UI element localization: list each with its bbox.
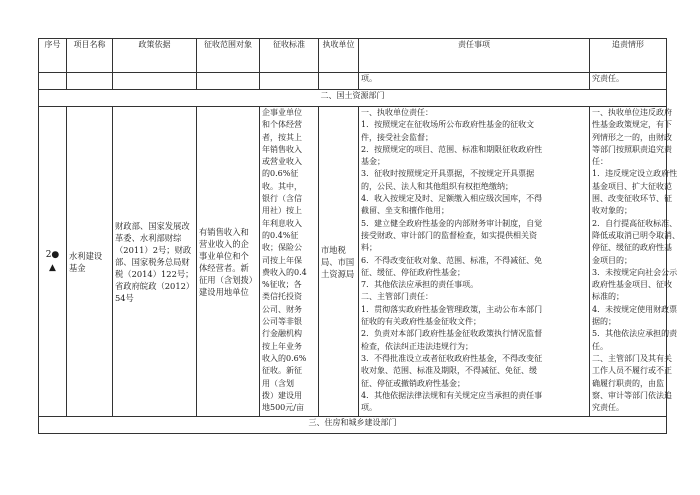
standard-line: 年销售收入 xyxy=(262,144,302,154)
standard-line: 地500元/亩 xyxy=(262,403,304,413)
accountability-lines xyxy=(592,107,680,414)
duty-line: 截留、坐支和擅作他用； xyxy=(361,206,449,216)
accountability-line: 围、改变征收环节、征 xyxy=(592,194,672,204)
standard-line: 公司、财务 xyxy=(262,304,302,314)
standard-line: 拨）建设用 xyxy=(262,390,302,400)
standard-line: %征收；各 xyxy=(262,280,302,290)
standard-line: 收。其中， xyxy=(262,181,302,191)
row2-policy: 财政部、国家发展改革委、水利部财综（2011）2号；财政部、国家税务总局财税（2014）122号；省政府皖政（2012）54号 xyxy=(113,107,197,417)
standard-line: 和个体经营 xyxy=(262,120,302,130)
header-duty: 责任事项 xyxy=(359,39,590,73)
accountability-line: 究责任。 xyxy=(592,403,624,413)
accountability-line: 降低或取消已明令取消、 xyxy=(592,230,680,240)
accountability-line: 标准的； xyxy=(592,292,624,302)
duty-line: 3．征收时按照规定开具票据，不按规定开具票据 xyxy=(361,169,535,179)
duty-line: 4．收入按规定及时、足额缴入相应级次国库，不得 xyxy=(361,194,543,204)
duty-line: 基金； xyxy=(361,157,385,167)
header-scope: 征收范围对象 xyxy=(197,39,260,73)
cont-duty: 项。 xyxy=(359,73,590,90)
standard-line: 年利息收入 xyxy=(262,218,302,228)
duty-line: 4．其他依据法律法规和有关规定应当承担的责任事 xyxy=(361,390,543,400)
header-row xyxy=(39,39,667,73)
standard-line: 征收。新征 xyxy=(262,366,302,376)
duty-line: 1．按照规定在征收场所公布政府性基金的征收文 xyxy=(361,120,535,130)
accountability-line: 工作人员不履行或不正 xyxy=(592,366,672,376)
row2-seq: 2● ▲ xyxy=(39,107,67,417)
header-seq: 序号 xyxy=(39,39,67,73)
section-title-land: 二、国土资源部门 xyxy=(39,90,667,107)
cont-policy xyxy=(113,73,197,90)
cont-accountability: 究责任。 xyxy=(590,73,667,90)
fee-responsibility-table xyxy=(38,38,680,434)
duty-line: 接受财政、审计部门的监督检查，如实提供相关资 xyxy=(361,230,537,240)
duty-line: 的，公民、法人和其他组织有权拒绝缴纳； xyxy=(361,181,513,191)
section-title-housing: 三、住房和城乡建设部门 xyxy=(39,417,667,434)
row2-unit: 市地税局、市国土资源局 xyxy=(319,107,359,417)
accountability-line: 等部门按照职责追究责 xyxy=(592,144,672,154)
duty-line: 7．其他依法应承担的责任事项。 xyxy=(361,280,479,290)
standard-line: 公司等非银 xyxy=(262,317,302,327)
accountability-line: 1．违反规定设立政府性 xyxy=(592,169,678,179)
cont-standard xyxy=(260,73,319,90)
duty-lines xyxy=(361,107,587,414)
header-policy: 政策依据 xyxy=(113,39,197,73)
standard-line: 按上年业务 xyxy=(262,341,302,351)
accountability-line: 列情形之一的，由财政 xyxy=(592,132,672,142)
duty-line: 2．负责对本部门政府性基金征收政策执行情况监督 xyxy=(361,329,543,339)
duty-line: 件，接受社会监督； xyxy=(361,132,433,142)
header-accountability: 追责情形 xyxy=(590,39,667,73)
row2-scope: 有销售收入和营业收入的企事业单位和个体经营者。新征用（含划拨）建设用地单位 xyxy=(197,107,260,417)
duty-line: 二、主管部门责任： xyxy=(361,292,433,302)
row2-standard xyxy=(260,107,319,417)
header-standard: 征收标准 xyxy=(260,39,319,73)
duty-line: 一、执收单位责任： xyxy=(361,108,433,117)
duty-line: 1．贯彻落实政府性基金管理政策，主动公布本部门 xyxy=(361,304,543,314)
accountability-line: 政府性基金项目、征收 xyxy=(592,280,672,290)
duty-line: 检查，依法纠正违法违规行为； xyxy=(361,341,473,351)
table-row xyxy=(39,107,667,417)
duty-line: 6．不得改变征收对象、范围、标准，不得减征、免 xyxy=(361,255,543,265)
accountability-line: 察、审计等部门依法追 xyxy=(592,390,672,400)
continued-row xyxy=(39,73,667,90)
accountability-line: 收对象的； xyxy=(592,206,632,216)
row2-duty xyxy=(359,107,590,417)
standard-line: 类信托投资 xyxy=(262,292,302,302)
standard-line: 或营业收入 xyxy=(262,157,302,167)
standard-line: 收；保险公 xyxy=(262,243,302,253)
cont-unit xyxy=(319,73,359,90)
accountability-line: 任： xyxy=(592,157,608,167)
accountability-line: 性基金政策规定，有下 xyxy=(592,120,672,130)
duty-line: 料； xyxy=(361,243,377,253)
header-project: 项目名称 xyxy=(67,39,113,73)
row2-project: 水利建设基金 xyxy=(67,107,113,417)
duty-line: 征、停征或撤销政府性基金； xyxy=(361,378,465,388)
cont-scope xyxy=(197,73,260,90)
standard-line: 用（含划 xyxy=(262,378,294,388)
accountability-line: 停征、缓征的政府性基 xyxy=(592,243,672,253)
standard-line: 收入的0.6% xyxy=(262,353,307,363)
standard-lines xyxy=(262,107,316,414)
standard-line: 银行（含信 xyxy=(262,194,302,204)
accountability-line: 确履行职责的，由监 xyxy=(592,378,664,388)
duty-line: 收对象、范围、标准及期限，不得减征、免征、缓 xyxy=(361,366,537,376)
standard-line: 者，按其上 xyxy=(262,132,302,142)
duty-line: 项。 xyxy=(361,403,377,413)
standard-line: 司按上年保 xyxy=(262,255,302,265)
accountability-line: 金项目的； xyxy=(592,255,632,265)
duty-line: 2．按照规定的项目、范围、标准和期限征收政府性 xyxy=(361,144,543,154)
duty-line: 3．不得批准设立或者征收政府性基金，不得改变征 xyxy=(361,353,543,363)
duty-line: 征、缓征、停征政府性基金； xyxy=(361,267,465,277)
section-row-land xyxy=(39,90,667,107)
accountability-line: 2．自行提高征收标准、 xyxy=(592,218,678,228)
standard-line: 的0.4%征 xyxy=(262,230,299,240)
standard-line: 行金融机构 xyxy=(262,329,302,339)
header-unit: 执收单位 xyxy=(319,39,359,73)
standard-line: 的0.6%征 xyxy=(262,169,299,179)
accountability-line: 5．其他依法应承担的责 xyxy=(592,329,678,339)
accountability-line: 基金项目、扩大征收范 xyxy=(592,181,672,191)
accountability-line: 任。 xyxy=(592,341,608,351)
accountability-line: 据的； xyxy=(592,317,616,327)
row2-accountability xyxy=(590,107,680,417)
cont-seq xyxy=(39,73,67,90)
standard-line: 费收入的0.4 xyxy=(262,267,307,277)
section-row-housing xyxy=(39,417,667,434)
duty-line: 征收的有关政府性基金征收文件； xyxy=(361,317,481,327)
accountability-line: 4．未按规定使用财政票 xyxy=(592,304,678,314)
standard-line: 企事业单位 xyxy=(262,108,302,117)
duty-line: 5．建立健全政府性基金的内部财务审计制度，自觉 xyxy=(361,218,543,228)
accountability-line: 一、执收单位违反政府 xyxy=(592,108,672,117)
accountability-line: 3．未按规定向社会公示 xyxy=(592,267,678,277)
standard-line: 用社）按上 xyxy=(262,206,302,216)
cont-project xyxy=(67,73,113,90)
accountability-line: 二、主管部门及其有关 xyxy=(592,353,672,363)
